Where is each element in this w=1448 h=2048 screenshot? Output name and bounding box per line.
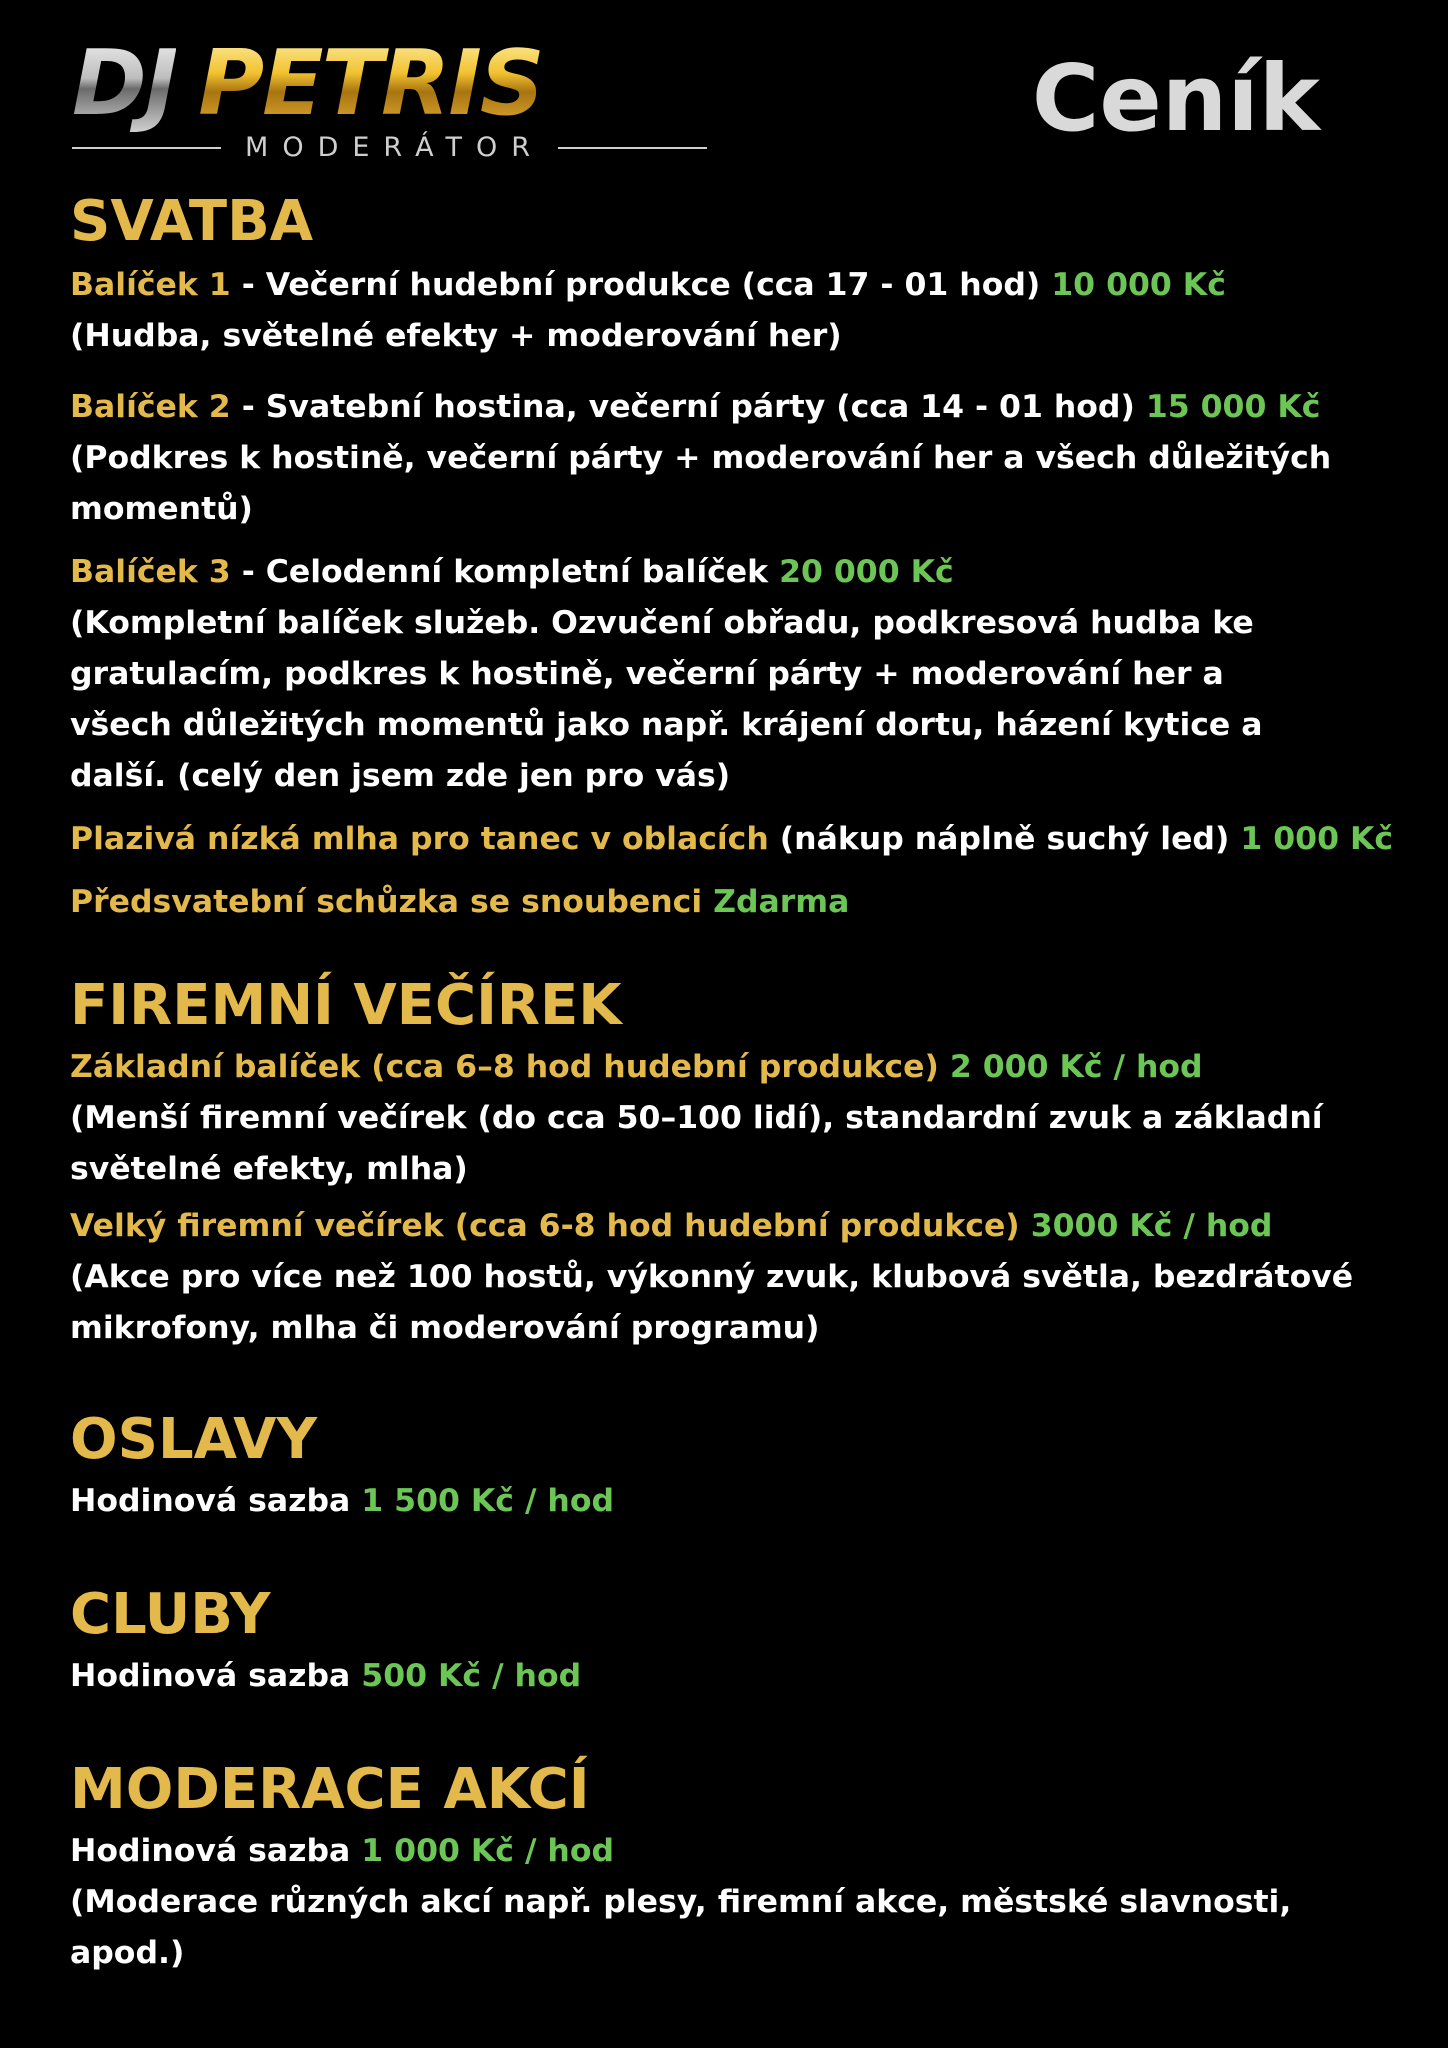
extra-price: 1 000 Kč [1240, 821, 1394, 857]
package-line [70, 260, 1410, 311]
package-line [70, 1042, 1410, 1093]
rate-price: 500 Kč / hod [361, 1658, 582, 1694]
extra-price: Zdarma [713, 884, 850, 920]
description-line: (Moderace různých akcí např. plesy, firemní akce, městské slavnosti, [70, 1884, 1292, 1920]
package-description [70, 598, 1410, 802]
description-line: (Podkres k hostině, večerní párty + moderování her a všech důležitých [70, 440, 1332, 476]
package-name: Balíček 3 [70, 554, 231, 590]
extra-text [702, 884, 713, 920]
section-oslavy [70, 1404, 1410, 1527]
page-title: Ceník [1031, 45, 1320, 152]
section-title: SVATBA [70, 189, 314, 254]
logo-petris-text: PETRIS [198, 31, 543, 136]
extra-line [70, 814, 1410, 865]
dj-petris-logo [72, 31, 722, 164]
package-text [1020, 1208, 1031, 1244]
rate-price: 1 500 Kč / hod [361, 1483, 615, 1519]
rate-line [70, 1826, 1410, 1877]
package-text: - Večerní hudební produkce (cca 17 - 01 hod) [230, 267, 1052, 303]
section-cluby [70, 1579, 1410, 1702]
package-item [70, 1042, 1410, 1195]
package-description [70, 1252, 1410, 1354]
section-title: FIREMNÍ VEČÍREK [70, 973, 622, 1038]
rate-line [70, 1651, 1410, 1702]
package-description [70, 1093, 1410, 1195]
section-moderace-akci [70, 1754, 1410, 1979]
package-description [70, 433, 1410, 535]
description-line: všech důležitých momentů jako např. krájení dortu, házení kytice a [70, 707, 1263, 743]
package-price: 2 000 Kč / hod [949, 1049, 1203, 1085]
logo-divider-right [558, 147, 707, 149]
package-name: Balíček 1 [70, 267, 231, 303]
description-line: (Kompletní balíček služeb. Ozvučení obřadu, podkresová hudba ke [70, 605, 1254, 641]
package-price: 10 000 Kč [1051, 267, 1226, 303]
package-line [70, 547, 1410, 598]
package-item [70, 260, 1410, 362]
package-text: - Celodenní kompletní balíček [230, 554, 780, 590]
logo-dj-text: DJ [72, 31, 177, 136]
rate-item [70, 1651, 1410, 1702]
package-text: - Svatební hostina, večerní párty (cca 14 - 01 hod) [230, 389, 1146, 425]
description-line: (Menší firemní večírek (do cca 50–100 lidí), standardní zvuk a základní [70, 1100, 1323, 1136]
logo-subtitle-row [72, 132, 707, 163]
rate-item [70, 1476, 1410, 1527]
extra-line [70, 877, 1410, 928]
package-name: Základní balíček (cca 6–8 hod hudební produkce) [70, 1049, 939, 1085]
rate-description [70, 1877, 1410, 1979]
package-name: Balíček 2 [70, 389, 231, 425]
description-line: (Hudba, světelné efekty + moderování her) [70, 318, 842, 354]
section-title: CLUBY [70, 1582, 271, 1647]
package-name: Velký firemní večírek (cca 6-8 hod hudební produkce) [70, 1208, 1020, 1244]
section-firemni-vecirek [70, 970, 1410, 1354]
price-list [70, 186, 1410, 1979]
rate-label: Hodinová sazba [70, 1833, 362, 1869]
rate-label: Hodinová sazba [70, 1658, 362, 1694]
package-price: 20 000 Kč [779, 554, 954, 590]
package-line [70, 1201, 1410, 1252]
rate-price: 1 000 Kč / hod [361, 1833, 615, 1869]
section-title: OSLAVY [70, 1407, 318, 1472]
package-line [70, 382, 1410, 433]
rate-item [70, 1826, 1410, 1979]
rate-line [70, 1476, 1410, 1527]
package-item [70, 547, 1410, 802]
package-text [939, 1049, 950, 1085]
package-price: 15 000 Kč [1145, 389, 1321, 425]
rate-label: Hodinová sazba [70, 1483, 362, 1519]
package-price: 3000 Kč / hod [1030, 1208, 1273, 1244]
extra-item [70, 877, 1410, 928]
section-title: MODERACE AKCÍ [70, 1757, 590, 1822]
description-line: (Akce pro více než 100 hostů, výkonný zvuk, klubová světla, bezdrátové [70, 1259, 1354, 1295]
description-line: mikrofony, mlha či moderování programu) [70, 1310, 820, 1346]
logo-wordmark [72, 31, 543, 136]
description-line: další. (celý den jsem zde jen pro vás) [70, 758, 731, 794]
extra-item [70, 814, 1410, 865]
description-line: gratulacím, podkres k hostině, večerní párty + moderování her a [70, 656, 1224, 692]
description-line: světelné efekty, mlha) [70, 1151, 468, 1187]
package-item [70, 382, 1410, 535]
logo-divider-left [72, 147, 221, 149]
package-item [70, 1201, 1410, 1354]
description-line: apod.) [70, 1935, 185, 1971]
section-svatba [70, 186, 1410, 928]
package-description [70, 311, 1410, 362]
extra-name: Plazivá nízká mlha pro tanec v oblacích [70, 821, 769, 857]
extra-text: (nákup náplně suchý led) [768, 821, 1241, 857]
extra-name: Předsvatební schůzka se snoubenci [70, 884, 703, 920]
logo-subtitle: MODERÁTOR [245, 132, 544, 163]
description-line: momentů) [70, 491, 253, 527]
